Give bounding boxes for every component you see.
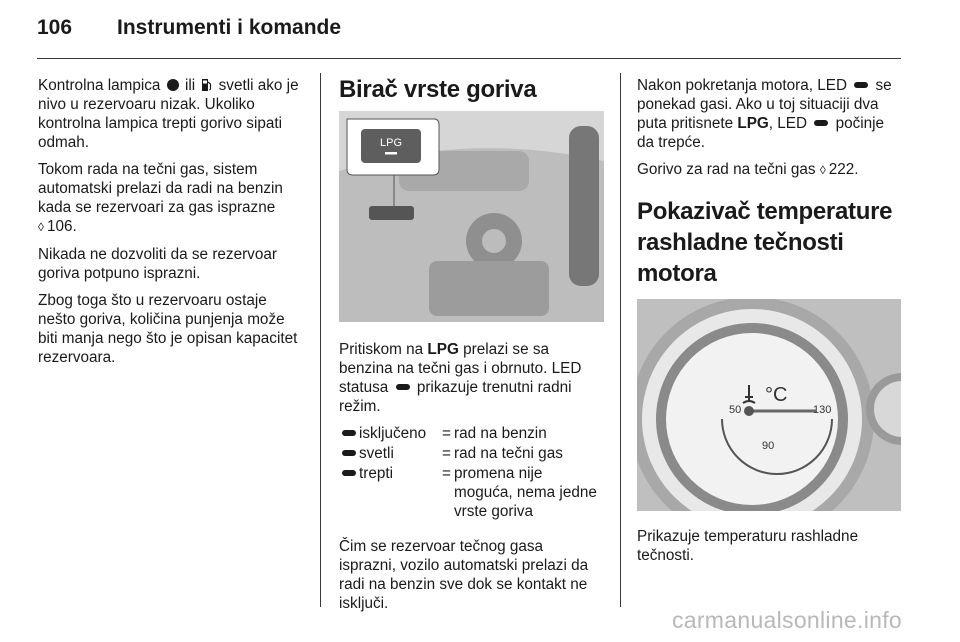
led-status-icon: [814, 120, 828, 126]
gauge-tick-130: 130: [813, 404, 832, 416]
paragraph-auto-switch: Tokom rada na tečni gas, sistem automatski prelazi da radi na benzin kada se rezervoari za gas isprazne ◊ 106.: [38, 161, 283, 235]
led-status-table: [339, 424, 604, 521]
paragraph-capacity: Zbog toga što u rezervoaru ostaje nešto goriva, količina punjenja može biti manja nego što je opisan kapacitet rezervoara.: [38, 292, 298, 366]
paragraph-lpg-empty: Čim se rezervoar tečnog gasa isprazni, vozilo automatski prelazi da radi na benzin sve dok se kontakt ne isključi.: [339, 538, 589, 612]
led-status-icon: [854, 82, 868, 88]
column-3: [637, 76, 905, 573]
photo-lpg-label: LPG: [379, 137, 403, 149]
section-heading-fuel-selector: Birač vrste goriva: [339, 76, 537, 103]
led-icon: [342, 450, 356, 456]
column-divider-2: [620, 73, 621, 607]
column-2: [339, 74, 604, 621]
fuel-selector-photo: [339, 111, 604, 322]
gauge-tick-50: 50: [729, 404, 742, 416]
paragraph-lpg-fuel-ref: Gorivo za rad na tečni gas ◊ 222.: [637, 161, 859, 178]
paragraph-never-empty: Nikada ne dozvoliti da se rezervoar goriva potpuno isprazni.: [38, 246, 277, 282]
paragraph-coolant-desc: Prikazuje temperaturu rashladne tečnosti.: [637, 528, 859, 564]
page-ref-arrow-icon: ◊: [819, 163, 826, 177]
warning-lamp-icon: [167, 79, 179, 91]
column-1: [38, 76, 306, 375]
table-row: svetli = rad na tečni gas: [339, 444, 604, 463]
led-icon: [342, 470, 356, 476]
page-number: 106: [37, 16, 73, 39]
led-status-icon: [396, 384, 410, 390]
table-row: trepti = promena nije moguća, nema jedne vrste goriva: [339, 464, 604, 521]
paragraph-lpg-switch: Pritiskom na LPG prelazi se sa benzina na tečni gas i obrnuto. LED statusa prikazuje trenutni radni režim.: [339, 341, 582, 415]
gauge-unit-label: °C: [765, 384, 788, 406]
watermark: carmanualsonline.info: [671, 607, 902, 633]
fuel-pump-icon: [201, 78, 212, 92]
header-rule: [37, 58, 901, 59]
paragraph-led-off: Nakon pokretanja motora, LED se ponekad gasi. Ako u toj situaciji dva puta pritisnete LPG, LED počinje da trepće.: [637, 77, 892, 151]
coolant-gauge-photo: [637, 299, 901, 511]
section-heading-coolant-gauge: Pokazivač temperature rashladne tečnosti motora: [637, 198, 893, 287]
column-divider-1: [320, 73, 321, 607]
page-title: Instrumenti i komande: [117, 16, 342, 39]
led-icon: [342, 430, 356, 436]
gauge-tick-90: 90: [762, 440, 775, 452]
page-header: [37, 16, 341, 46]
table-row: isključeno = rad na benzin: [339, 424, 604, 443]
page-ref-arrow-icon: ◊: [38, 220, 44, 234]
page-reference[interactable]: 222.: [828, 161, 859, 178]
page-reference[interactable]: 106.: [46, 218, 77, 235]
paragraph-fuel-warning: Kontrolna lampica ili svetli ako je nivo u rezervoaru nizak. Ukoliko kontrolna lampica trepti gorivo sipati odmah.: [38, 77, 299, 151]
